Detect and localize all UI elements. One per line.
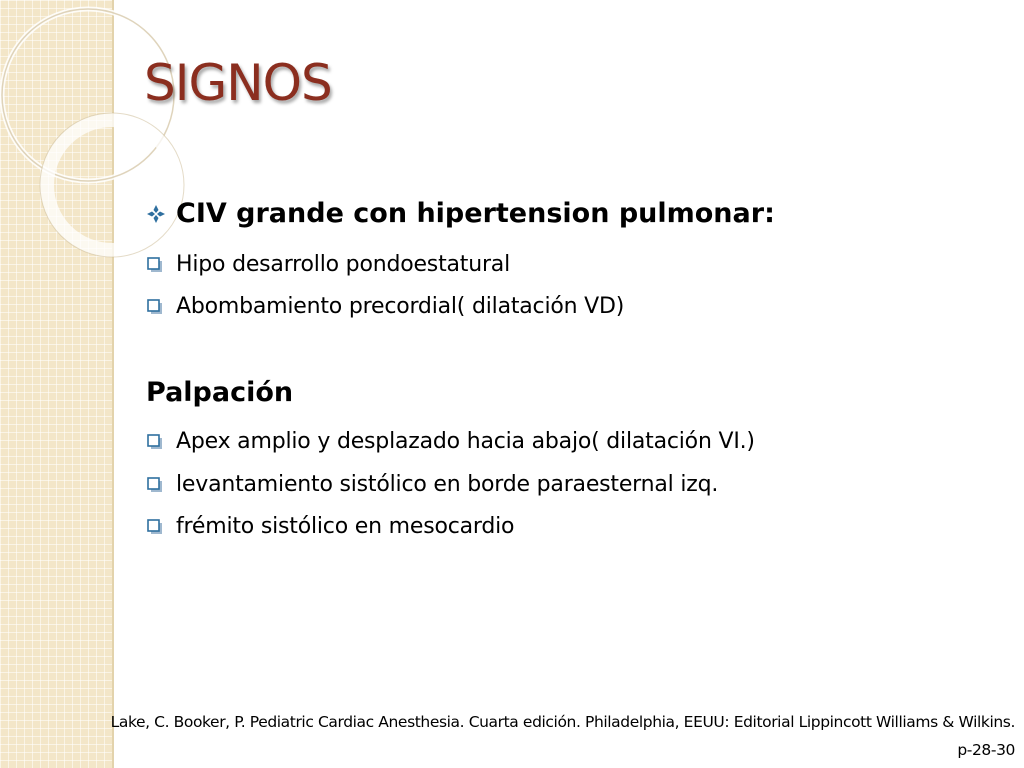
square-bullet-icon: [146, 474, 168, 496]
palpation-item: [146, 514, 514, 539]
square-bullet-icon: [146, 254, 168, 276]
slide-title: SIGNOS: [144, 54, 332, 112]
palpation-item: [146, 472, 718, 497]
ring-small: [47, 120, 177, 250]
citation-line-1: Lake, C. Booker, P. Pediatric Cardiac Anesthesia. Cuarta edición. Philadelphia, EEUU: Editorial Lippincott Williams & Wilkins.: [110, 713, 1015, 731]
main-point: [146, 198, 775, 229]
sign-item-text: Hipo desarrollo pondoestatural: [176, 252, 510, 277]
palpation-heading: Palpación: [146, 377, 294, 408]
diamond-bullet-icon: [146, 203, 168, 225]
sign-item: [146, 294, 624, 319]
palpation-item: [146, 429, 755, 454]
palpation-item-text: frémito sistólico en mesocardio: [176, 514, 515, 539]
square-bullet-icon: [146, 296, 168, 318]
palpation-item-text: Apex amplio y desplazado hacia abajo( dilatación VI.): [176, 429, 755, 454]
citation-line-2: p-28-30: [957, 741, 1015, 759]
square-bullet-icon: [146, 431, 168, 453]
palpation-item-text: levantamiento sistólico en borde paraesternal izq.: [176, 472, 719, 497]
square-bullet-icon: [146, 516, 168, 538]
sign-item: [146, 252, 510, 277]
citation: [111, 708, 1015, 764]
main-point-text: CIV grande con hipertension pulmonar:: [176, 198, 775, 229]
sign-item-text: Abombamiento precordial( dilatación VD): [176, 294, 625, 319]
